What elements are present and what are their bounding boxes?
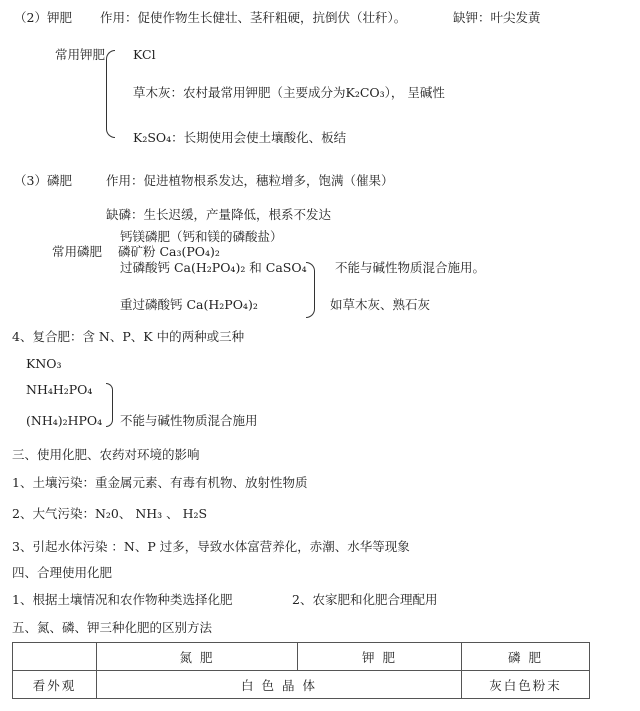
section3-item: 2、大气污染：N₂0、 NH₃ 、 H₂S: [12, 506, 208, 521]
compound-note: 不能与碱性物质混合施用: [120, 413, 258, 428]
table-header-cell: [13, 643, 97, 671]
compound-brace: [106, 383, 113, 427]
potash-item: K₂SO₄：长期使用会使土壤酸化、板结: [133, 130, 347, 145]
table-header-cell: 氮 肥: [97, 643, 298, 671]
fertilizer-comparison-table: [12, 642, 590, 699]
phosphate-note: 不能与碱性物质混合施用。: [335, 260, 486, 275]
table-header-cell: 钾 肥: [298, 643, 462, 671]
phosphate-item: 重过磷酸钙 Ca(H₂PO₄)₂: [120, 297, 258, 312]
section3-title: 三、使用化肥、农药对环境的影响: [12, 447, 200, 462]
phosphate-note: 如草木灰、熟石灰: [330, 297, 431, 312]
table-cell: 白 色 晶 体: [97, 671, 462, 699]
potash-deficiency: 缺钾：叶尖发黄: [453, 10, 541, 25]
section4-title: 四、合理使用化肥: [12, 565, 113, 580]
table-row-label: 看外观: [13, 671, 97, 699]
potash-title: （2）钾肥: [14, 10, 72, 25]
table-row: [13, 671, 590, 699]
phosphate-brace: [306, 262, 315, 318]
section5-title: 五、氮、磷、钾三种化肥的区别方法: [12, 620, 213, 635]
compound-item: NH₄H₂PO₄: [26, 382, 93, 397]
potash-brace: [106, 50, 115, 138]
section3-item: 1、土壤污染：重金属元素、有毒有机物、放射性物质: [12, 475, 308, 490]
compound-title: 4、复合肥：含 N、P、K 中的两种或三种: [12, 329, 245, 344]
potash-common-label: 常用钾肥: [55, 47, 106, 62]
potash-item: KCl: [133, 47, 156, 62]
phosphate-effect: 作用：促进植物根系发达，穗粒增多，饱满（催果）: [106, 173, 394, 188]
phosphate-deficiency: 缺磷：生长迟缓，产量降低，根系不发达: [106, 207, 332, 222]
potash-item: 草木灰：农村最常用钾肥（主要成分为K₂CO₃）， 呈碱性: [133, 85, 445, 100]
table-header-row: [13, 643, 590, 671]
phosphate-title: （3）磷肥: [14, 173, 72, 188]
table-cell: 灰白色粉末: [462, 671, 590, 699]
section4-item: 1、根据土壤情况和农作物种类选择化肥: [12, 592, 233, 607]
section4-item: 2、农家肥和化肥合理配用: [292, 592, 438, 607]
phosphate-item: 磷矿粉 Ca₃(PO₄)₂: [118, 244, 220, 259]
phosphate-common-label: 常用磷肥: [52, 244, 103, 259]
compound-item: KNO₃: [26, 356, 62, 371]
potash-effect: 作用：促使作物生长健壮、茎秆粗硬，抗倒伏（壮秆）。: [100, 10, 407, 25]
compound-item: (NH₄)₂HPO₄: [26, 413, 103, 428]
table-header-cell: 磷 肥: [462, 643, 590, 671]
phosphate-item: 钙镁磷肥（钙和镁的磷酸盐）: [120, 229, 283, 244]
phosphate-item: 过磷酸钙 Ca(H₂PO₄)₂ 和 CaSO₄: [120, 260, 307, 275]
section3-item: 3、引起水体污染 ：N、P 过多，导致水体富营养化，赤潮、水华等现象: [12, 539, 410, 554]
